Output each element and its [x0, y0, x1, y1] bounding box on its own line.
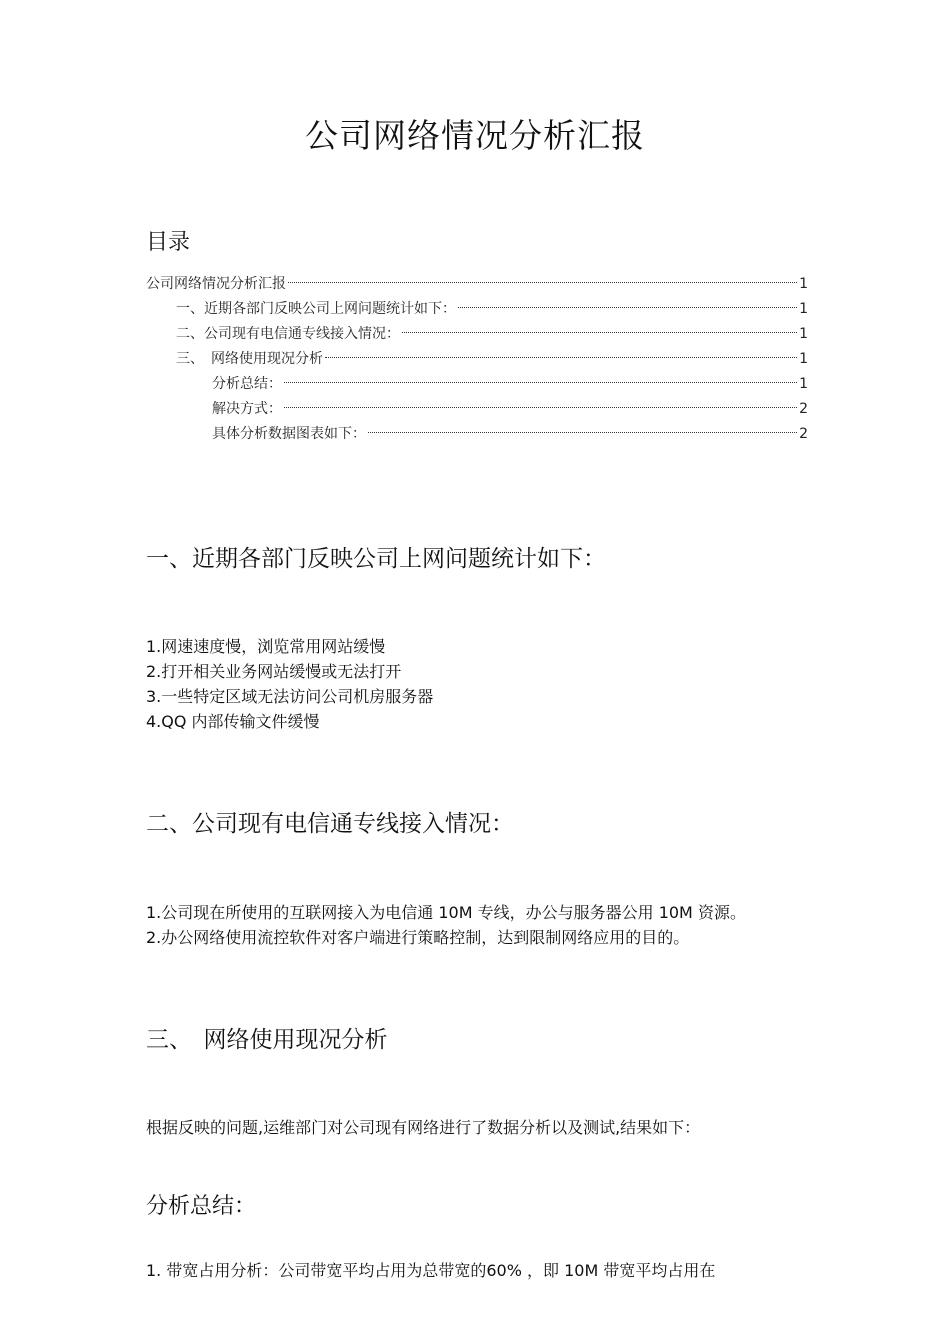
toc-entry-page: 1: [799, 276, 808, 292]
toc-entry-page: 2: [799, 401, 808, 417]
toc-entry-page: 1: [799, 301, 808, 317]
toc-entry-text: 二、公司现有电信通专线接入情况：: [176, 326, 400, 342]
toc-leader-dots: [458, 307, 797, 308]
toc-entry[interactable]: [146, 322, 808, 347]
toc-entry-text: 分析总结：: [212, 376, 282, 392]
toc-entry-page: 1: [799, 351, 808, 367]
section3-intro: 根据反映的问题,运维部门对公司现有网络进行了数据分析以及测试,结果如下：: [146, 1118, 701, 1137]
toc-entry-text: 公司网络情况分析汇报: [146, 276, 286, 292]
toc-leader-dots: [368, 432, 797, 433]
toc-entry[interactable]: [146, 272, 808, 297]
toc-entry-text: 一、近期各部门反映公司上网问题统计如下：: [176, 301, 456, 317]
toc-leader-dots: [402, 332, 797, 333]
toc-heading: 目录: [146, 230, 191, 255]
toc-entry[interactable]: [146, 347, 808, 372]
table-of-contents: [146, 272, 808, 447]
analysis-summary-heading: 分析总结：: [146, 1194, 257, 1219]
section1-list: [146, 634, 808, 734]
section1-heading: 一、近期各部门反映公司上网问题统计如下：: [146, 546, 606, 572]
toc-entry-page: 2: [799, 426, 808, 442]
toc-leader-dots: [284, 407, 797, 408]
list-item: 2.打开相关业务网站缓慢或无法打开: [146, 662, 402, 681]
toc-entry-text: 解决方式：: [212, 401, 282, 417]
list-item: 2.办公网络使用流控软件对客户端进行策略控制，达到限制网络应用的目的。: [146, 928, 690, 947]
toc-leader-dots: [325, 357, 797, 358]
section3-heading: 三、 网络使用现况分析: [146, 1027, 388, 1053]
toc-leader-dots: [284, 382, 797, 383]
toc-entry[interactable]: [146, 397, 808, 422]
list-item: 1.公司现在所使用的互联网接入为电信通 10M 专线，办公与服务器公用 10M 资源。: [146, 903, 746, 922]
document-title: 公司网络情况分析汇报: [305, 116, 645, 155]
toc-leader-dots: [288, 282, 797, 283]
analysis-point-1: 1. 带宽占用分析：公司带宽平均占用为总带宽的60% ，即 10M 带宽平均占用在: [146, 1261, 716, 1280]
list-item: 3.一些特定区域无法访问公司机房服务器: [146, 687, 434, 706]
toc-entry[interactable]: [146, 297, 808, 322]
section2-heading: 二、公司现有电信通专线接入情况：: [146, 811, 514, 837]
toc-entry[interactable]: [146, 422, 808, 447]
toc-entry-page: 1: [799, 326, 808, 342]
list-item: 1.网速速度慢，浏览常用网站缓慢: [146, 637, 386, 656]
list-item: 4.QQ 内部传输文件缓慢: [146, 712, 320, 731]
toc-entry[interactable]: [146, 372, 808, 397]
toc-entry-text: 三、 网络使用现况分析: [176, 351, 323, 367]
section2-list: [146, 900, 808, 950]
toc-entry-text: 具体分析数据图表如下：: [212, 426, 366, 442]
toc-entry-page: 1: [799, 376, 808, 392]
